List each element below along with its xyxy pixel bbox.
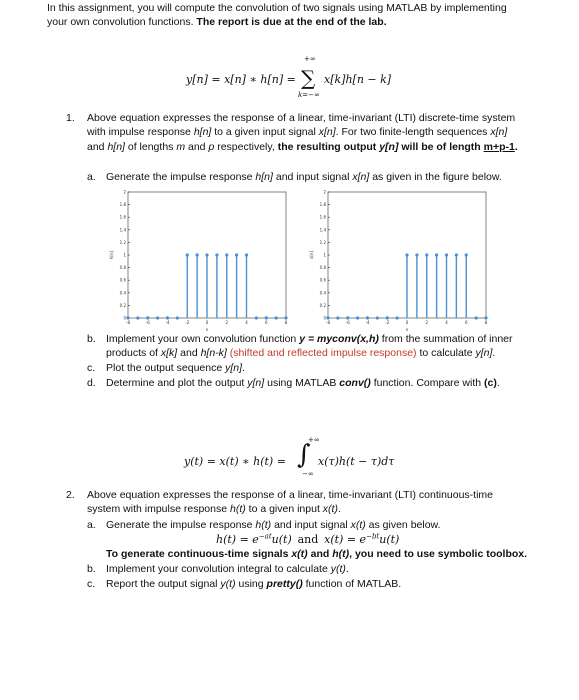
x-axis-label: n (205, 327, 209, 332)
intro-text: your own convolution functions. (47, 16, 197, 28)
item-1-line-2: with impulse response h[n] to a given input signal x[n]. For two finite-length sequences x[n] (87, 126, 508, 139)
stem-marker (326, 316, 329, 319)
y-tick-label: 1.2 (319, 239, 326, 245)
item-2-number: 2. (66, 489, 75, 501)
eq2-rhs: x(τ)h(t − τ)dτ (318, 455, 395, 468)
item-2c-text: Report the output signal y(t) using pretty() function of MATLAB. (106, 578, 402, 590)
y-axis-label: h[n] (109, 250, 114, 260)
eq1-sum-bottom: k=−∞ (298, 91, 320, 99)
stem-marker (205, 253, 208, 256)
x-tick-label: -8 (326, 320, 330, 325)
stem-marker (245, 253, 248, 256)
stem-marker (235, 253, 238, 256)
stem-plots-figure (106, 186, 496, 332)
item-2-text: Above equation expresses the response of a linear, time-invariant (LTI) continuous-time system with impulse response h(t) to a given input x(t). (87, 489, 494, 516)
item-1b-letter: b. (87, 333, 96, 345)
stem-marker (136, 316, 139, 319)
sum-symbol: ∑ (301, 66, 316, 90)
x-tick-label: 8 (484, 320, 488, 325)
x-tick-label: 2 (225, 320, 229, 325)
stem-marker (166, 316, 169, 319)
y-tick-label: 1.8 (319, 202, 326, 208)
stem-marker (465, 253, 468, 256)
x-tick-label: -2 (385, 320, 390, 325)
stem-marker (284, 316, 287, 319)
y-tick-label: 0.2 (319, 302, 326, 308)
stem-marker (396, 316, 399, 319)
item-2a-text: Generate the impulse response h(t) and input signal x(t) as given below. (106, 519, 441, 531)
y-tick-label: 2 (123, 189, 126, 195)
x-tick-label: 0 (205, 320, 209, 325)
stem-marker (186, 253, 189, 256)
stem-marker (146, 316, 149, 319)
intro-line-2 (47, 15, 387, 29)
x-tick-label: 0 (405, 320, 409, 325)
stem-marker (356, 316, 359, 319)
eq2-int-top: +∞ (308, 436, 320, 444)
x-tick-label: -4 (165, 320, 170, 325)
item-1c-letter: c. (87, 362, 96, 374)
stem-marker (415, 253, 418, 256)
eq1-lhs: y[n] = x[n] ∗ h[n] = (186, 73, 296, 86)
continuous-convolution-equation (184, 438, 444, 488)
x-tick-label: -8 (126, 320, 130, 325)
stem-marker (176, 316, 179, 319)
stem-marker (196, 253, 199, 256)
stem-marker (265, 316, 268, 319)
x-axis-label: n (405, 327, 409, 332)
y-tick-label: 0.4 (319, 290, 326, 296)
item-1a-text: Generate the impulse response h[n] and input signal x[n] as given in the figure below. (106, 171, 502, 183)
y-axis-label: x[n] (309, 250, 314, 260)
eq1-rhs: x[k]h[n − k] (324, 73, 392, 86)
x-tick-label: -6 (345, 320, 350, 325)
stem-marker (275, 316, 278, 319)
item-1c-text: Plot the output sequence y[n]. (106, 362, 245, 374)
stem-marker (225, 253, 228, 256)
y-tick-label: 1.4 (119, 227, 126, 233)
stem-marker (376, 316, 379, 319)
integral-symbol: ∫ (297, 440, 311, 470)
x-tick-label: -2 (185, 320, 190, 325)
item-2c-letter: c. (87, 578, 96, 590)
x-tick-label: 8 (284, 320, 288, 325)
stem-marker (405, 253, 408, 256)
y-tick-label: 0 (123, 315, 126, 321)
x-tick-label: 6 (464, 320, 468, 325)
discrete-convolution-equation (186, 55, 426, 108)
stem-marker (484, 316, 487, 319)
y-tick-label: 0.6 (319, 277, 326, 283)
y-tick-label: 1.4 (319, 227, 326, 233)
item-1-number: 1. (66, 112, 75, 124)
y-tick-label: 0.8 (319, 265, 326, 271)
item-1b-text: Implement your own convolution function y = myconv(x,h) from the summation of inner products of x[k] and h[n-k] (shifted and reflected impulse response) to calculate y[n]. (106, 333, 513, 360)
y-tick-label: 0.6 (119, 277, 126, 283)
due-notice: The report is due at the end of the lab. (196, 16, 387, 28)
y-tick-label: 1 (123, 252, 126, 258)
stem-marker (475, 316, 478, 319)
intro-line-1: In this assignment, you will compute the convolution of two signals using MATLAB by implementing (47, 2, 507, 14)
item-1d-text: Determine and plot the output y[n] using MATLAB conv() function. Compare with (c). (106, 377, 500, 389)
stem-marker (435, 253, 438, 256)
y-tick-label: 1.8 (119, 202, 126, 208)
stem-marker (156, 316, 159, 319)
y-tick-label: 1.6 (319, 214, 326, 220)
stem-marker (255, 316, 258, 319)
y-tick-label: 0.4 (119, 290, 126, 296)
x-stem-plot (309, 190, 488, 333)
item-2b-letter: b. (87, 563, 96, 575)
stem-marker (336, 316, 339, 319)
eq2-int-bottom: −∞ (302, 470, 314, 478)
y-tick-label: 0 (323, 315, 326, 321)
y-tick-label: 0.2 (119, 302, 126, 308)
x-tick-label: 6 (264, 320, 268, 325)
item-1-line-3: and h[n] of lengths m and p respectively, the resulting output y[n] will be of length m+p-1. (87, 140, 518, 153)
item-2b-text: Implement your convolution integral to calculate y(t). (106, 563, 349, 575)
x-tick-label: 2 (425, 320, 429, 325)
item-1a-letter: a. (87, 171, 96, 183)
x-tick-label: 4 (245, 320, 248, 325)
stem-marker (126, 316, 129, 319)
y-tick-label: 1 (323, 252, 326, 258)
signal-definitions: $h(t) = e^{-at}u(t)$ and $x(t) = e^{-bt}u(t)$ (216, 532, 400, 546)
stem-marker (215, 253, 218, 256)
y-tick-label: 1.2 (119, 239, 126, 245)
stem-marker (455, 253, 458, 256)
item-1-text (87, 111, 557, 154)
stem-marker (425, 253, 428, 256)
stem-marker (366, 316, 369, 319)
x-tick-label: 4 (445, 320, 448, 325)
stem-marker (386, 316, 389, 319)
h-stem-plot (109, 190, 288, 333)
eq2-lhs: y(t) = x(t) ∗ h(t) = (184, 455, 286, 468)
y-tick-label: 0.8 (119, 265, 126, 271)
x-tick-label: -4 (365, 320, 370, 325)
x-tick-label: -6 (145, 320, 150, 325)
y-tick-label: 2 (323, 189, 326, 195)
item-1d-letter: d. (87, 377, 96, 389)
stem-marker (445, 253, 448, 256)
item-1-line-1: Above equation expresses the response of a linear, time-invariant (LTI) discrete-time system (87, 112, 516, 124)
y-tick-label: 1.6 (119, 214, 126, 220)
item-2a-letter: a. (87, 519, 96, 531)
eq1-sum-top: +∞ (304, 55, 316, 63)
stem-marker (346, 316, 349, 319)
symbolic-toolbox-note: To generate continuous-time signals x(t) and h(t), you need to use symbolic toolbox. (106, 548, 528, 560)
